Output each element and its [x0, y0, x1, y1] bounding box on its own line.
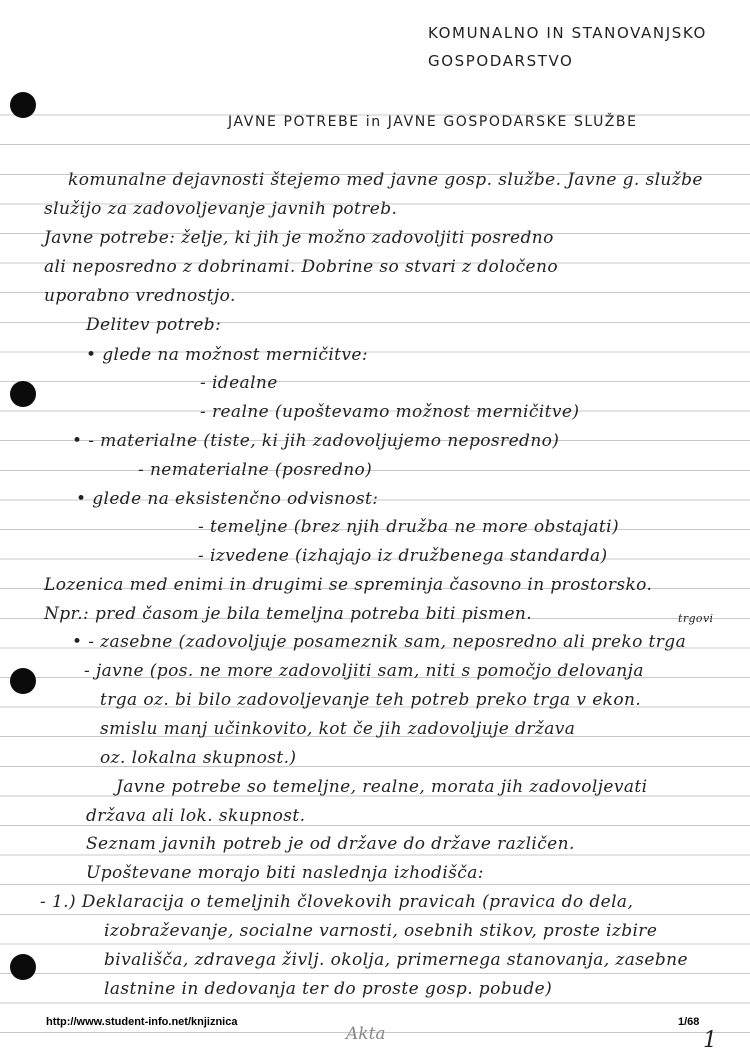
- page-number: 1: [703, 1028, 717, 1053]
- page-counter: 1/68: [678, 1016, 700, 1028]
- text-line: izobraževanje, socialne varnosti, osebnih stikov, proste izbire: [104, 921, 658, 941]
- list-item: - javne (pos. ne more zadovoljiti sam, niti s pomočjo delovanja: [84, 661, 644, 681]
- header-line-1: KOMUNALNO IN STANOVANJSKO: [428, 24, 707, 42]
- text-line: služijo za zadovoljevanje javnih potreb.: [44, 199, 398, 219]
- binder-hole-4: [10, 954, 36, 980]
- text-line: smislu manj učinkovito, kot če jih zadovoljuje država: [100, 719, 576, 739]
- text-line: Javne potrebe: želje, ki jih je možno zadovoljiti posredno: [44, 228, 554, 248]
- source-url: http://www.student-info.net/knjiznica: [46, 1016, 238, 1028]
- list-item: - temeljne (brez njih družba ne more obstajati): [198, 517, 620, 537]
- list-item: - nematerialne (posredno): [138, 460, 373, 480]
- list-item: • - zasebne (zadovoljuje posameznik sam, neposredno ali preko trga: [72, 632, 687, 652]
- text-line: uporabno vrednostjo.: [44, 286, 236, 306]
- header-line-2: GOSPODARSTVO: [428, 52, 574, 70]
- text-line: bivališča, zdravega življ. okolja, primernega stanovanja, zasebne: [104, 950, 688, 970]
- signature: Akta: [346, 1024, 386, 1044]
- text-line: Lozenica med enimi in drugimi se spreminja časovno in prostorsko.: [44, 575, 653, 595]
- binder-hole-3: [10, 668, 36, 694]
- text-line: oz. lokalna skupnost.): [100, 748, 297, 768]
- text-line: Upoštevane morajo biti naslednja izhodišča:: [86, 863, 484, 883]
- list-item: • glede na eksistenčno odvisnost:: [76, 489, 379, 509]
- text-line: Javne potrebe so temeljne, realne, morata jih zadovoljevati: [116, 777, 648, 797]
- page-top-blank: [0, 0, 750, 86]
- binder-hole-2: [10, 381, 36, 407]
- text-line: lastnine in dedovanja ter do proste gosp. pobude): [104, 979, 553, 999]
- text-line: komunalne dejavnosti štejemo med javne gosp. službe. Javne g. službe: [68, 170, 703, 190]
- list-item: - idealne: [200, 373, 278, 393]
- page-title: JAVNE POTREBE in JAVNE GOSPODARSKE SLUŽBE: [228, 114, 638, 130]
- text-line: Delitev potreb:: [86, 315, 222, 335]
- text-line: trga oz. bi bilo zadovoljevanje teh potreb preko trga v ekon.: [100, 690, 642, 710]
- text-line: ali neposredno z dobrinami. Dobrine so stvari z določeno: [44, 257, 558, 277]
- text-line: država ali lok. skupnost.: [86, 806, 306, 826]
- binder-hole-1: [10, 92, 36, 118]
- margin-note: trgovi: [678, 612, 714, 625]
- list-item: • - materialne (tiste, ki jih zadovoljujemo neposredno): [72, 431, 560, 451]
- text-line: Npr.: pred časom je bila temeljna potreba biti pismen.: [44, 604, 533, 624]
- list-item: - izvedene (izhajajo iz družbenega standarda): [198, 546, 608, 566]
- list-item: - realne (upoštevamo možnost merničitve): [200, 402, 580, 422]
- list-item: - 1.) Deklaracija o temeljnih človekovih pravicah (pravica do dela,: [40, 892, 634, 912]
- text-line: Seznam javnih potreb je od države do države različen.: [86, 834, 575, 854]
- list-item: • glede na možnost merničitve:: [86, 345, 368, 365]
